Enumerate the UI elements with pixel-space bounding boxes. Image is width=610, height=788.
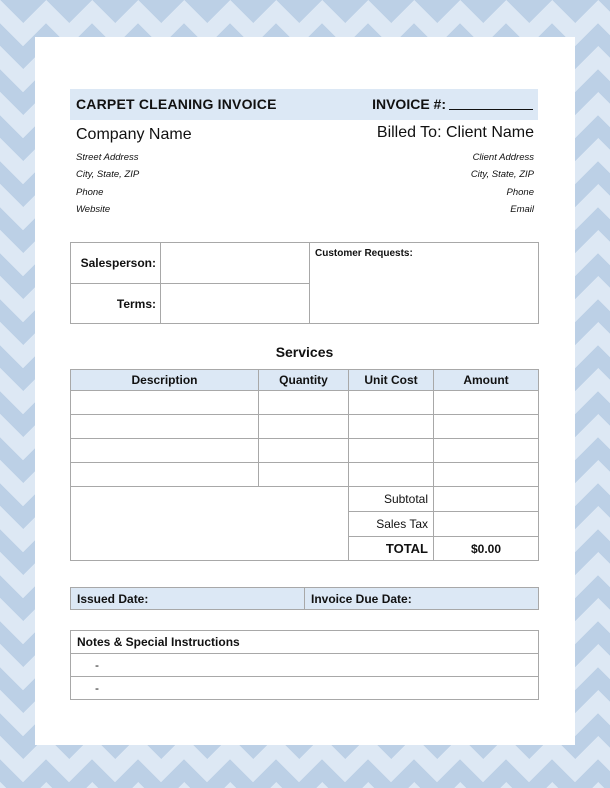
note-item[interactable]: - [71,677,539,700]
note-item[interactable]: - [71,654,539,677]
invoice-page [35,37,575,745]
unit-cost-cell[interactable] [349,415,434,439]
description-cell[interactable] [71,415,259,439]
invoice-number-field[interactable] [449,109,533,110]
issued-date-field[interactable] [71,588,305,610]
customer-requests-label: Customer Requests: [315,248,413,259]
invoice-title: CARPET CLEANING INVOICE [76,96,277,112]
col-unit-cost: Unit Cost [349,370,434,391]
client-city: City, State, ZIP [470,169,534,180]
due-date-field[interactable] [305,588,539,610]
company-city: City, State, ZIP [76,169,140,180]
total-label: TOTAL [349,537,434,561]
client-phone: Phone [506,187,534,198]
company-website: Website [76,204,111,215]
company-name: Company Name [76,126,192,143]
summary-blank-area [71,487,349,561]
table-row [71,415,539,439]
terms-label: Terms: [71,284,161,324]
notes-title: Notes & Special Instructions [71,631,539,654]
total-value: $0.00 [434,537,539,561]
quantity-cell[interactable] [259,415,349,439]
quantity-cell[interactable] [259,463,349,487]
company-street: Street Address [76,152,139,163]
quantity-cell[interactable] [259,391,349,415]
issued-date-label: Issued Date: [77,591,149,606]
subtotal-label: Subtotal [349,487,434,512]
col-description: Description [71,370,259,391]
table-row [71,391,539,415]
amount-cell[interactable] [434,439,539,463]
amount-cell[interactable] [434,415,539,439]
company-phone: Phone [76,187,104,198]
quantity-cell[interactable] [259,439,349,463]
table-row [71,439,539,463]
description-cell[interactable] [71,439,259,463]
client-email: Email [510,204,534,215]
salesperson-label: Salesperson: [71,243,161,284]
invoice-header-bar [70,89,538,120]
col-quantity: Quantity [259,370,349,391]
unit-cost-cell[interactable] [349,391,434,415]
amount-cell[interactable] [434,463,539,487]
salesperson-field[interactable] [161,243,310,284]
col-amount: Amount [434,370,539,391]
customer-requests-field[interactable] [310,243,539,324]
services-title: Services [275,344,334,360]
unit-cost-cell[interactable] [349,463,434,487]
services-table [70,369,539,561]
unit-cost-cell[interactable] [349,439,434,463]
invoice-number-label: INVOICE #: [372,96,446,112]
description-cell[interactable] [71,391,259,415]
due-date-label: Invoice Due Date: [311,591,412,606]
dates-table [70,587,539,610]
amount-cell[interactable] [434,391,539,415]
info-table [70,242,539,324]
sales-tax-label: Sales Tax [349,512,434,537]
terms-field[interactable] [161,284,310,324]
subtotal-value[interactable] [434,487,539,512]
description-cell[interactable] [71,463,259,487]
billed-to: Billed To: Client Name [376,124,534,141]
table-row [71,463,539,487]
notes-table [70,630,539,700]
client-address: Client Address [472,152,534,163]
sales-tax-value[interactable] [434,512,539,537]
